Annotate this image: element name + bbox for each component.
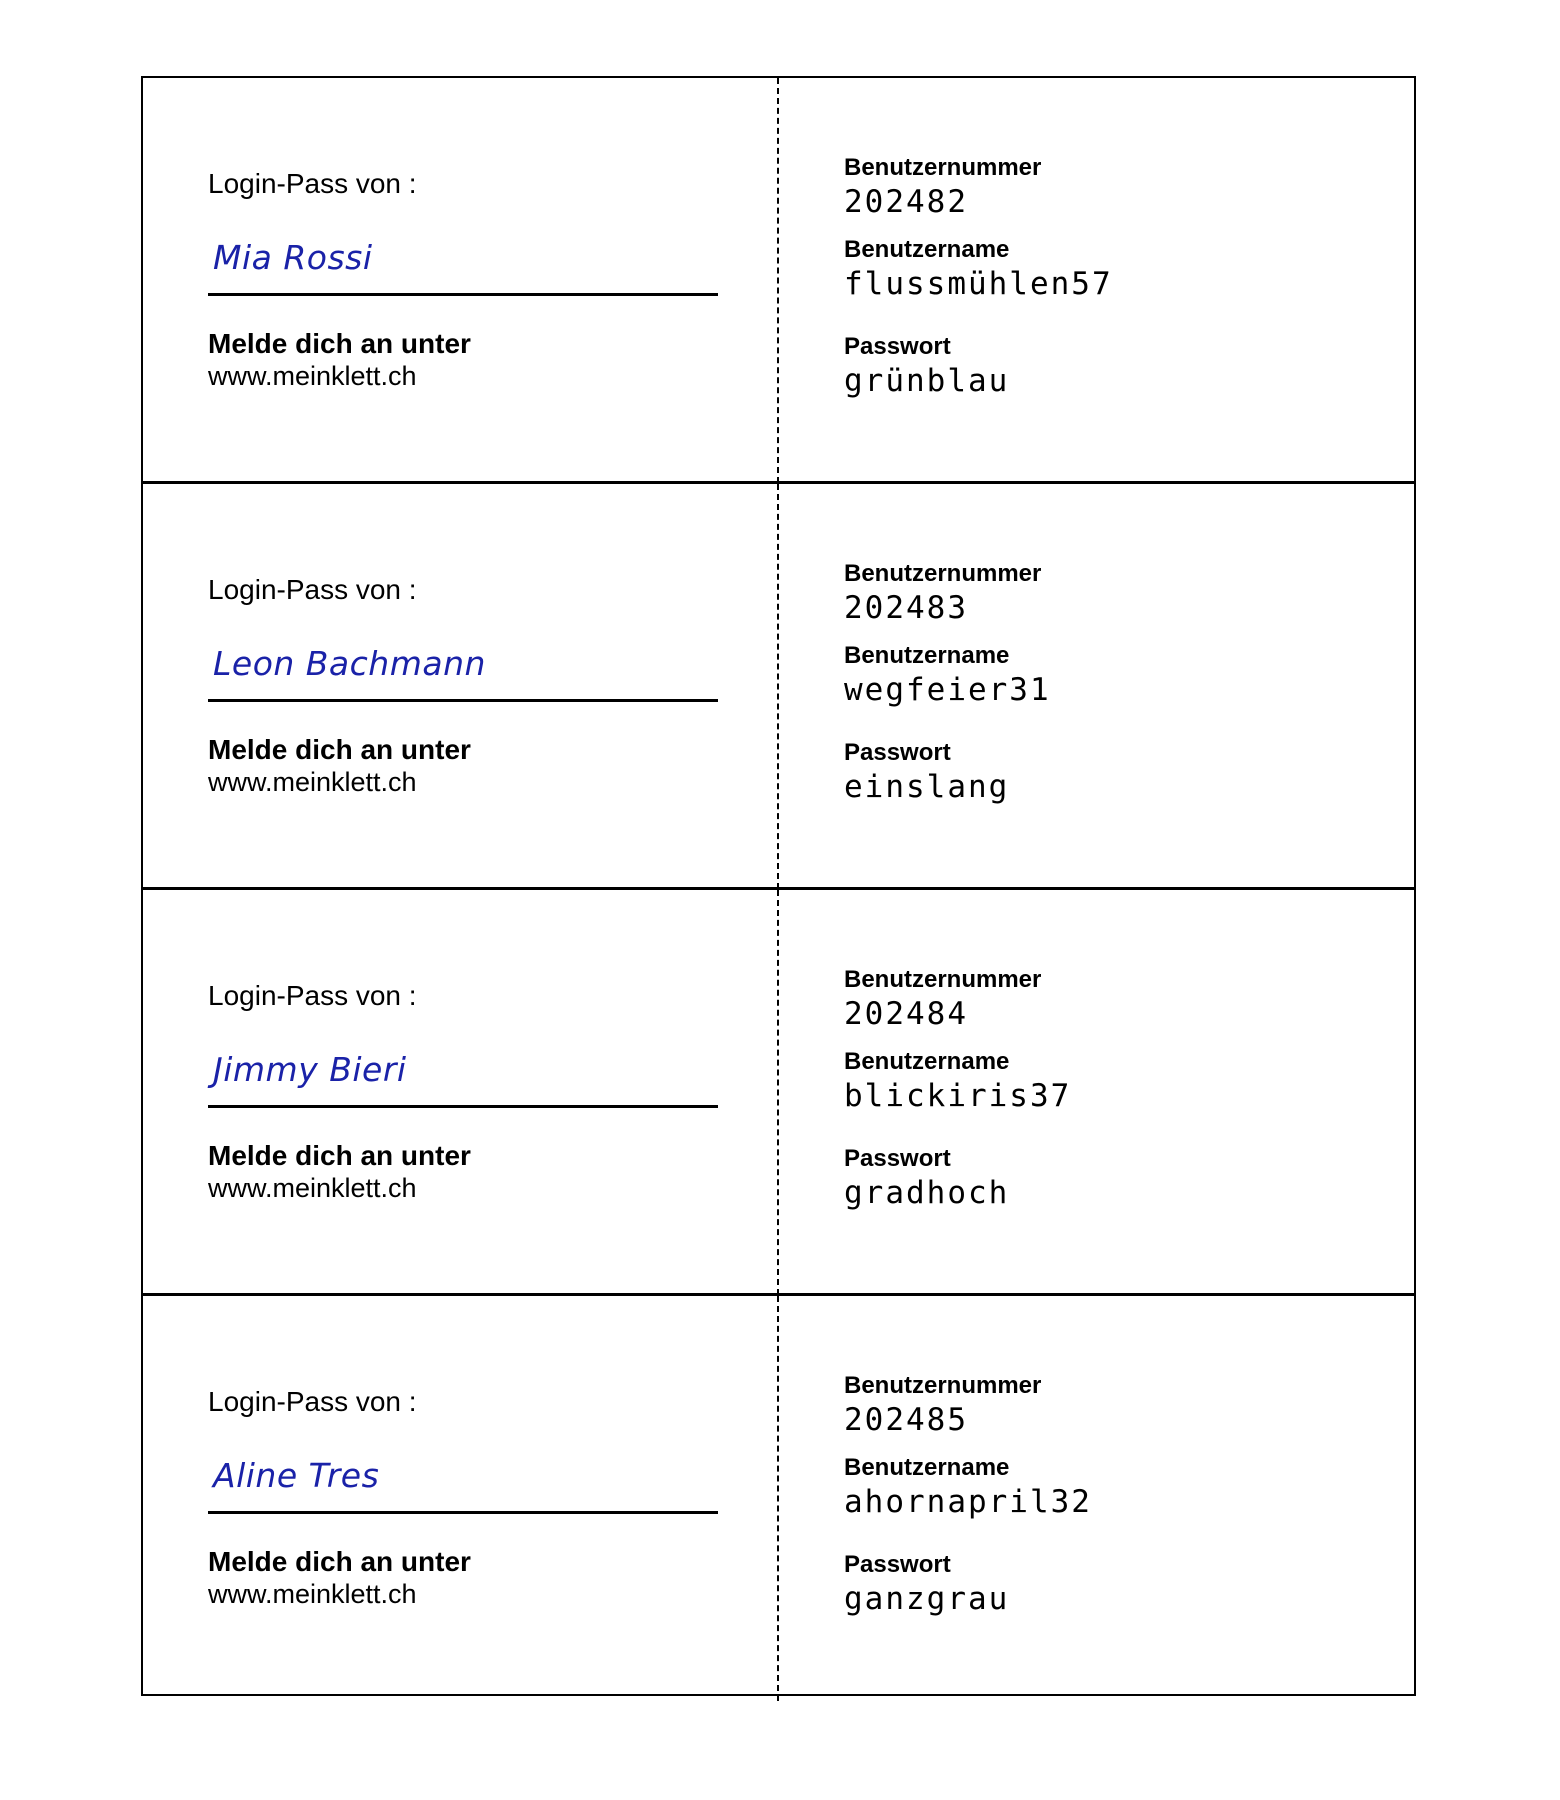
password-value: ganzgrau [844, 1581, 1010, 1617]
login-url: www.meinklett.ch [208, 1579, 417, 1609]
login-url: www.meinklett.ch [208, 361, 417, 391]
user-number-label: Benutzernummer [844, 560, 1042, 587]
login-url: www.meinklett.ch [208, 767, 417, 797]
username-label: Benutzername [844, 642, 1010, 669]
user-number-label: Benutzernummer [844, 966, 1042, 993]
name-underline [208, 1105, 718, 1108]
username-label: Benutzername [844, 1048, 1010, 1075]
student-name: Mia Rossi [213, 238, 373, 277]
user-number-value: 202483 [844, 590, 968, 626]
pass-owner-label: Login-Pass von : [208, 574, 417, 605]
login-hint: Melde dich an unter [208, 1546, 471, 1577]
user-number-label: Benutzernummer [844, 154, 1042, 181]
card-credentials-section [779, 890, 1414, 1295]
pass-owner-label: Login-Pass von : [208, 1386, 417, 1417]
username-label: Benutzername [844, 1454, 1010, 1481]
user-number-value: 202482 [844, 184, 968, 220]
login-pass-card [143, 887, 1414, 1295]
card-credentials-section [779, 78, 1414, 483]
login-pass-sheet [141, 76, 1416, 1696]
login-hint: Melde dich an unter [208, 1140, 471, 1171]
student-name: Leon Bachmann [213, 644, 486, 683]
password-value: gradhoch [844, 1175, 1010, 1211]
card-owner-section [143, 1296, 779, 1701]
password-label: Passwort [844, 739, 951, 766]
name-underline [208, 699, 718, 702]
name-underline [208, 1511, 718, 1514]
card-owner-section [143, 484, 779, 889]
card-credentials-section [779, 484, 1414, 889]
password-value: grünblau [844, 363, 1010, 399]
student-name: Jimmy Bieri [213, 1050, 407, 1089]
password-label: Passwort [844, 1551, 951, 1578]
user-number-value: 202485 [844, 1402, 968, 1438]
login-pass-card [143, 1293, 1414, 1701]
login-pass-card [143, 481, 1414, 889]
pass-owner-label: Login-Pass von : [208, 980, 417, 1011]
username-value: ahornapril32 [844, 1484, 1092, 1520]
password-label: Passwort [844, 333, 951, 360]
username-value: flussmühlen57 [844, 266, 1113, 302]
username-value: blickiris37 [844, 1078, 1072, 1114]
login-hint: Melde dich an unter [208, 734, 471, 765]
login-url: www.meinklett.ch [208, 1173, 417, 1203]
student-name: Aline Tres [213, 1456, 380, 1495]
password-label: Passwort [844, 1145, 951, 1172]
card-owner-section [143, 890, 779, 1295]
username-label: Benutzername [844, 236, 1010, 263]
password-value: einslang [844, 769, 1010, 805]
login-hint: Melde dich an unter [208, 328, 471, 359]
card-credentials-section [779, 1296, 1414, 1701]
username-value: wegfeier31 [844, 672, 1051, 708]
name-underline [208, 293, 718, 296]
card-owner-section [143, 78, 779, 483]
pass-owner-label: Login-Pass von : [208, 168, 417, 199]
user-number-value: 202484 [844, 996, 968, 1032]
login-pass-card [143, 78, 1414, 483]
user-number-label: Benutzernummer [844, 1372, 1042, 1399]
